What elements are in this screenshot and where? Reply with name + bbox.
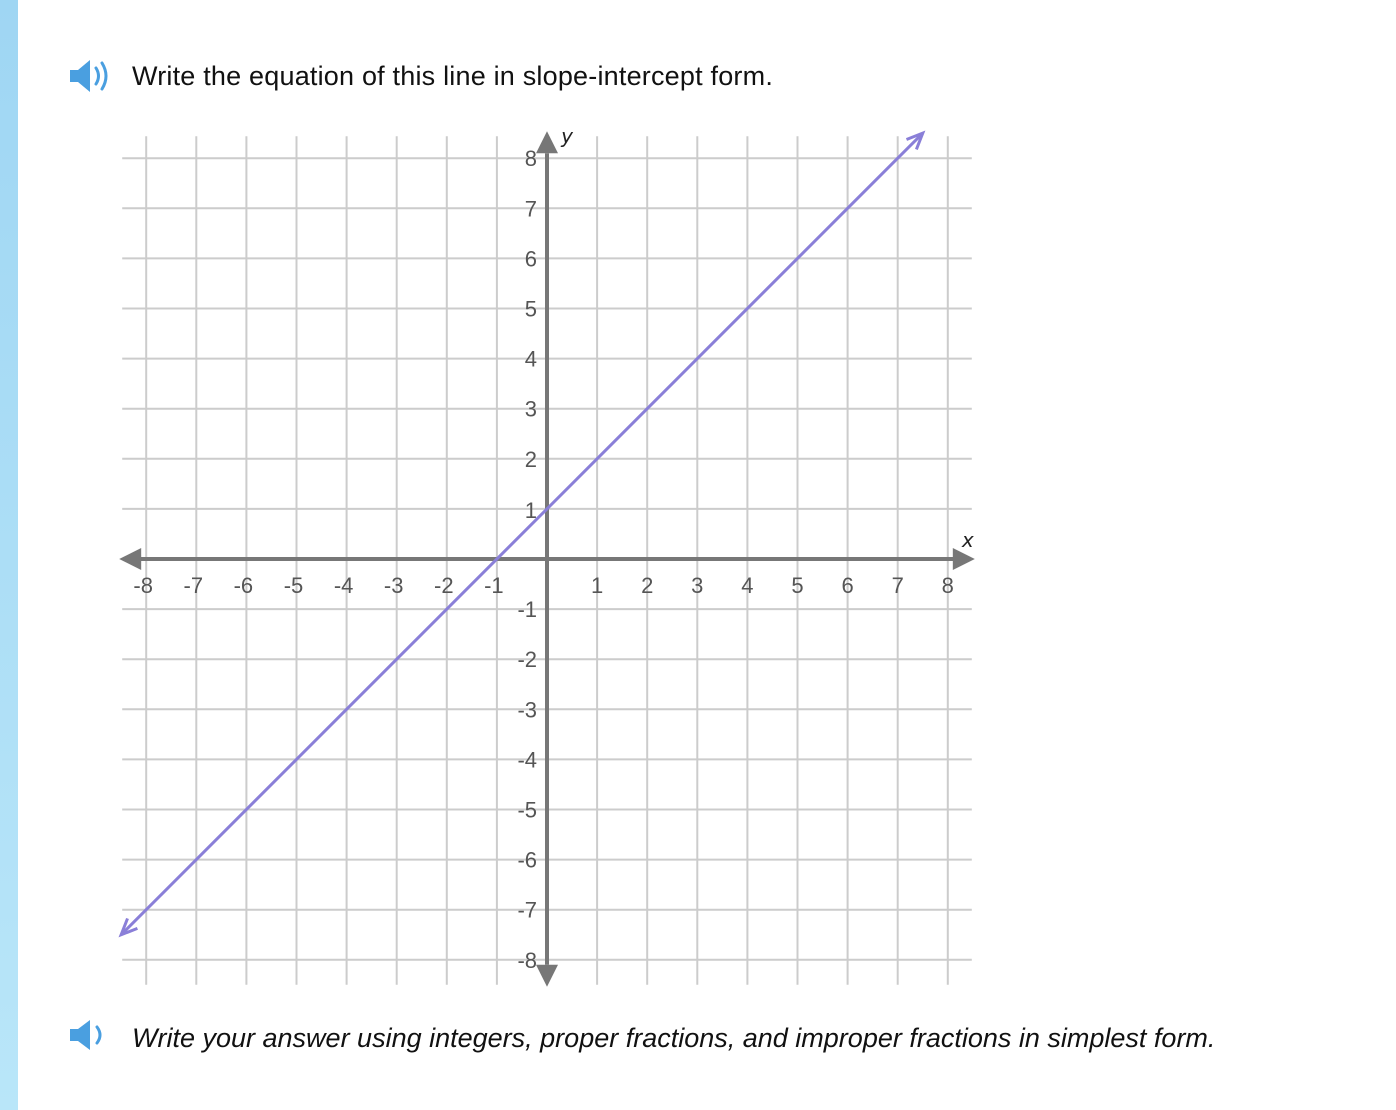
y-tick-label: -8 (517, 947, 537, 973)
y-tick-label: 2 (524, 446, 537, 472)
y-axis-arrow-up (536, 131, 558, 153)
y-tick-label: -3 (517, 697, 537, 723)
x-tick-label: -1 (484, 573, 504, 598)
x-tick-label: 7 (891, 573, 904, 598)
question-text: Write the equation of this line in slope-intercept form. (132, 60, 774, 91)
y-tick-label: 7 (524, 196, 537, 222)
x-tick-label: 8 (941, 573, 954, 598)
x-tick-label: 5 (791, 573, 804, 598)
x-tick-label: 2 (641, 573, 654, 598)
y-tick-label: -1 (517, 597, 537, 623)
y-tick-label: -5 (517, 797, 537, 823)
x-tick-label: 4 (741, 573, 754, 598)
x-tick-label: 1 (590, 573, 604, 598)
y-tick-label: 5 (524, 296, 537, 322)
instructions (68, 1017, 1328, 1060)
y-tick-label: 6 (524, 246, 537, 272)
x-tick-label: -3 (383, 573, 404, 598)
y-tick-label: 3 (524, 396, 537, 422)
x-tick-label: -8 (133, 573, 153, 598)
x-tick-label: -2 (434, 573, 454, 598)
x-tick-label: -7 (183, 573, 204, 598)
x-axis-label: x (961, 528, 974, 552)
y-tick-label: -2 (517, 647, 537, 673)
y-axis-label: y (561, 124, 573, 149)
y-tick-label: 4 (524, 346, 537, 372)
instructions-text: Write your answer using integers, proper fractions, and improper fractions in simplest form. (132, 1023, 1216, 1053)
x-tick-label: 3 (691, 573, 704, 598)
y-tick-label: 1 (524, 497, 537, 523)
x-tick-label: -6 (233, 573, 254, 598)
y-tick-label: -6 (517, 847, 537, 873)
y-tick-label: 8 (524, 146, 537, 172)
y-axis-arrow-down (536, 965, 558, 987)
x-tick-label: 6 (841, 573, 854, 598)
x-tick-label: -4 (333, 573, 354, 598)
x-tick-label: -5 (283, 573, 304, 598)
speaker-icon[interactable] (68, 1018, 118, 1052)
x-axis-arrow-left (119, 548, 141, 570)
y-tick-label: -4 (517, 747, 537, 773)
y-tick-label: -7 (517, 897, 537, 923)
